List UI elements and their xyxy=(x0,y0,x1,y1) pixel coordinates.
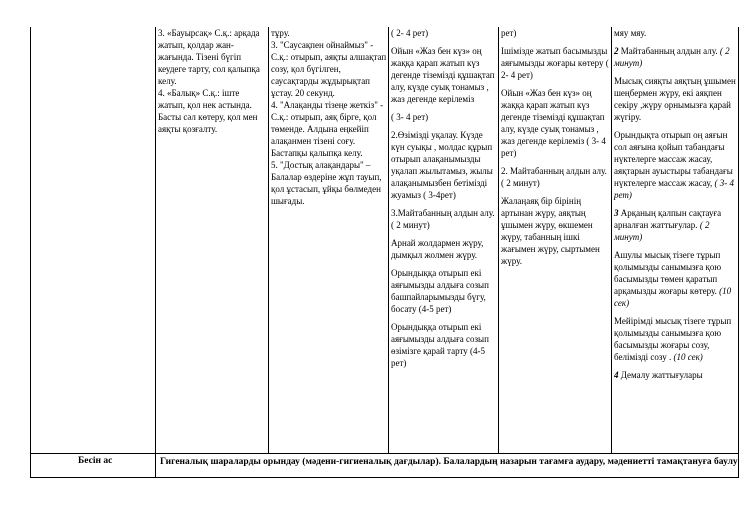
text-span: (10 сек) xyxy=(671,352,703,362)
exercise-text xyxy=(614,27,738,39)
cell-col-1 xyxy=(158,27,268,135)
text-span: ( 2 минут) xyxy=(614,220,710,242)
table-border xyxy=(30,477,739,478)
exercise-text: 5. "Достық алақандары" – Балалар өздеріне жұп тауып, қол ұстасып, ұйқы бөлмеден шығады. xyxy=(271,160,382,206)
table-border xyxy=(388,27,389,453)
cell-col-2 xyxy=(271,27,387,207)
text-span: мяу мяу. xyxy=(614,28,647,38)
exercise-text: ( 2- 4 рет) xyxy=(391,28,429,38)
exercise-text: ( 3- 4 рет) xyxy=(391,112,429,122)
exercise-text: 2.Өзімізді уқалау. Күзде күн суықы , молдас құрып отырып алақанымызды уқалап жылытамыз, жылы алақанымызбен бетімізді жуамыз ( 3-4рет) xyxy=(391,130,493,200)
text-span: ( 3- 4 рет) xyxy=(614,178,734,200)
exercise-text: 3. "Саусақпен ойнаймыз" - С.қ.: отырып, аяқты алшақтап созу, қол бүгілген, саусақтарды жұдырықтап ұстау. 20 секунд. xyxy=(271,40,387,98)
row-label: Бесін ас xyxy=(78,456,113,466)
exercise-text: 3. «Бауырсақ» С.қ.: арқада жатып, қолдар жан-жағында. Тізені бүгіп кеудеге тарту, сол қалыпқа келу. xyxy=(158,28,260,86)
text-span: 4 xyxy=(614,370,621,380)
exercise-text: Ішімізде жатып басымызды аяғымызды жоғары көтеру ( 2- 4 рет) xyxy=(501,46,609,80)
row-description: Гигеналық шараларды орындау (мәдени-гигиеналық дағдылар). Балалардың назарын тағамға аудару, мәдениетті тамақтануға баулу xyxy=(160,457,738,467)
table-border xyxy=(611,27,612,453)
table-border xyxy=(738,27,739,478)
exercise-text xyxy=(614,369,738,381)
text-span: Орындықта отырып оң аяғын сол аяғына қойып табандағы нүктелерге массаж жасау, аяқтарын ауыстыры табандағы нүктелерге массаж жасау, xyxy=(614,130,733,188)
text-span: Демалу жаттығулары xyxy=(620,370,703,380)
cell-col-4 xyxy=(501,27,610,273)
exercise-text: Орындыққа отырып екі аяғымызды алдыға созып башпайларымызды бүгу, босату (4-5 рет) xyxy=(391,268,489,314)
exercise-text: Арнай жолдармен жүру, дымқыл жолмен жүру. xyxy=(391,238,484,260)
text-span: Мысық сияқты аяқтың ұшымен шеңбермен жүру, екі аяқпен секіру ,жүру орнымызға қарай жүгіру. xyxy=(614,76,736,122)
table-border xyxy=(30,453,739,454)
text-span: (10 сек) xyxy=(614,286,732,308)
cell-col-3 xyxy=(391,27,497,375)
exercise-text: Ойын «Жаз бен күз» оң жаққа қарап жатып күз дегенде тіземіздi құшақтап алу, күзде суық тонамыз , жаз дегенде керілеміз ( 3- 4 рет) xyxy=(501,88,606,158)
exercise-text: 2. Майтабанның алдын алу. ( 2 минут) xyxy=(501,166,607,188)
table-border xyxy=(30,27,31,478)
table-border xyxy=(155,27,156,478)
cell-col-5 xyxy=(614,27,738,387)
table-border xyxy=(268,27,269,453)
text-span: Майтабанның алдын алу. xyxy=(620,46,718,56)
exercise-text xyxy=(614,315,738,363)
text-span: 2 xyxy=(614,46,621,56)
exercise-text: Орындыққа отырып екі аяғымызды алдыға созып өзімізге қарай тарту (4-5 рет) xyxy=(391,322,489,368)
exercise-text: 4. «Балық» С.қ.: іште жатып, қол нек астында. Басты сәл көтеру, қол мен аяқты қозғалту. xyxy=(158,88,258,134)
exercise-text: 3.Майтабанның алдын алу. ( 2 минут) xyxy=(391,208,495,230)
exercise-text xyxy=(614,75,738,123)
exercise-text: 4. "Алақанды тізеңе жеткіз" - С.қ.: отырып, аяқ бірге, қол төменде. Алдына еңкейіп алақанмен тізені соғу. Бастапқы қалыпқа келу. xyxy=(271,100,384,158)
text-span: Мейірімді мысық тізеге тұрып қолымызды санымызға қою басымызды жоғары созу, белімізді созу . xyxy=(614,316,732,362)
exercise-text: Ойын «Жаз бен күз» оң жаққа қарап жатып күз дегенде тіземіздi құшақтап алу, күзде суық тонамыз , жаз дегенде керілеміз xyxy=(391,46,495,104)
text-span: ( 2 минут) xyxy=(614,46,730,68)
text-span: Арқаның қалпын сақтауға арналған жаттығулар. xyxy=(614,208,722,230)
table-border xyxy=(498,27,499,453)
exercise-text xyxy=(614,249,738,309)
exercise-text: рет) xyxy=(501,28,517,38)
exercise-text xyxy=(614,207,738,243)
exercise-text xyxy=(614,129,738,201)
exercise-text xyxy=(614,45,738,69)
text-span: Ашулы мысық тізеге тұрып қолымызды санымызға қою басымызды төмен қаратып арқамызды жоғары көтеру. xyxy=(614,250,722,296)
exercise-text: Жалаңаяқ бір бірінің артынан жүру, аяқтың ұшымен жүру, өкшемен жүру, табанның ішкі жағымен жүру, сыртымен жүру. xyxy=(501,196,600,266)
exercise-text: тұру. xyxy=(271,28,290,38)
text-span: 3 xyxy=(614,208,621,218)
